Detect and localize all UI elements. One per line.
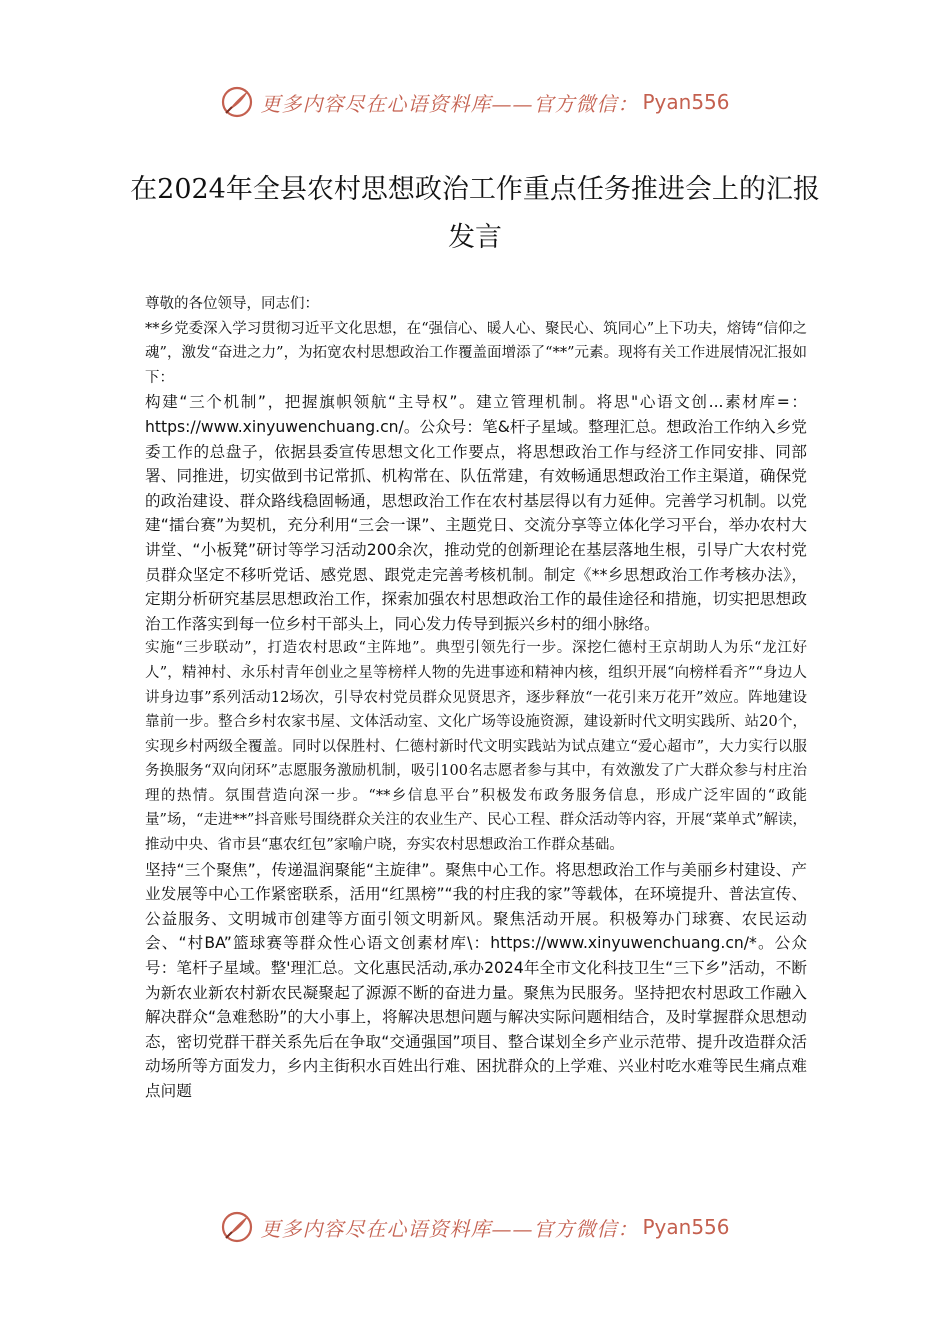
quill-logo-icon xyxy=(220,85,254,119)
page-title: 在2024年全县农村思想政治工作重点任务推进会上的汇报发言 xyxy=(130,174,820,254)
quill-logo-icon xyxy=(220,1210,254,1244)
footer-banner xyxy=(0,1207,950,1247)
salutation: 尊敬的各位领导，同志们： xyxy=(145,296,319,312)
section-three-focuses: 坚持“三个聚焦”，传递温润聚能“主旋律”。聚焦中心工作。将思想政治工作与美丽乡村建设、产业发展等中心工作紧密联系，活用“红黑榜”“我的村庄我的家”等载体，在环境提升、普法宣传、公益服务、文明城市创建等方面引领文明新风。聚焦活动开展。积极筹办门球赛、农民运动会、“村BA”篮球赛等群众性心语文创素材库\：https://www.xinyuwenchuang.cn/*。公众号：笔杆子星域。整'理汇总。文化惠民活动,承办2024年全市文化科技卫生“三下乡”活动，不断为新农业新农村新农民凝聚起了源源不断的奋进力量。聚焦为民服务。坚持把农村思政工作融入解决群众“急难愁盼”的大小事上，将解决思想问题与解决实际问题相结合，及时掌握群众思想动态，密切党群干群关系先后在争取“交通强国”项目、整合谋划全乡产业示范带、提升改造群众活动场所等方面发力，乡内主街积水百姓出行难、困扰群众的上学难、兴业村吃水难等民生痛点难点问题 xyxy=(145,860,807,1100)
banner-wechat-id: Pyan556 xyxy=(642,90,730,114)
banner-text: 更多内容尽在心语资料库——官方微信： xyxy=(260,1216,639,1241)
section-three-step-linkage: 实施“三步联动”，打造农村思政“主阵地”。典型引领先行一步。深挖仁德村王京胡助人为乐“龙江好人”，精神村、永乐村青年创业之星等榜样人物的先进事迹和精神内核，组织开展“向榜样看齐”“身边人讲身边事”系列活动12场次，引导农村党员群众见贤思齐，逐步释放“一花引来万花开”效应。阵地建设靠前一步。整合乡村农家书屋、文体活动室、文化广场等设施资源，建设新时代文明实践所、站20个，实现乡村两级全覆盖。同时以保胜村、仁德村新时代文明实践站为试点建立“爱心超市”，大力实行以服务换服务“双向闭环”志愿服务激励机制，吸引100名志愿者参与其中，有效激发了广大群众参与村庄治理的热情。氛围营造向深一步。“**乡信息平台”积极发布政务服务信息，形成广泛牢固的“政能量”场，“走进**”抖音账号围绕群众关注的农业生产、民心工程、群众活动等内容，开展“菜单式”解读，推动中央、省市县“惠农红包”家喻户晓，夯实农村思想政治工作群众基础。 xyxy=(145,640,807,854)
header-banner xyxy=(0,82,950,122)
intro-paragraph: **乡党委深入学习贯彻习近平文化思想，在“强信心、暖人心、聚民心、筑同心”上下功夫，熔铸“信仰之魂”，激发“奋进之力”，为拓宽农村思想政治工作覆盖面增添了“**”元素。现将有关工作进展情况汇报如下： xyxy=(145,320,807,386)
document-body xyxy=(145,292,807,1104)
banner-text: 更多内容尽在心语资料库——官方微信： xyxy=(260,91,639,116)
banner-wechat-id: Pyan556 xyxy=(642,1215,730,1239)
section-three-mechanisms: 构建“三个机制”，把握旗帜领航“主导权”。建立管理机制。将思"心语文创...素材库=：https://www.xinyuwenchuang.cn/。公众号：笔&杆子星域。整理汇总。想政治工作纳入乡党委工作的总盘子，依据县委宣传思想文化工作要点，将思想政治工作与经济工作同安排、同部署、同推进，切实做到书记常抓、机构常在、队伍常建，有效畅通思想政治工作主渠道，确保党的政治建设、群众路线稳固畅通，思想政治工作在农村基层得以有力延伸。完善学习机制。以党建“擂台赛”为契机，充分利用“三会一课”、主题党日、交流分享等立体化学习平台，举办农村大讲堂、“小板凳”研讨等学习活动200余次，推动党的创新理论在基层落地生根，引导广大农村党员群众坚定不移听党话、感党恩、跟党走完善考核机制。制定《**乡思想政治工作考核办法》，定期分析研究基层思想政治工作，探索加强农村思想政治工作的最佳途径和措施，切实把思想政治工作落实到每一位乡村干部头上，同心发力传导到振兴乡村的细小脉络。 xyxy=(145,393,807,633)
